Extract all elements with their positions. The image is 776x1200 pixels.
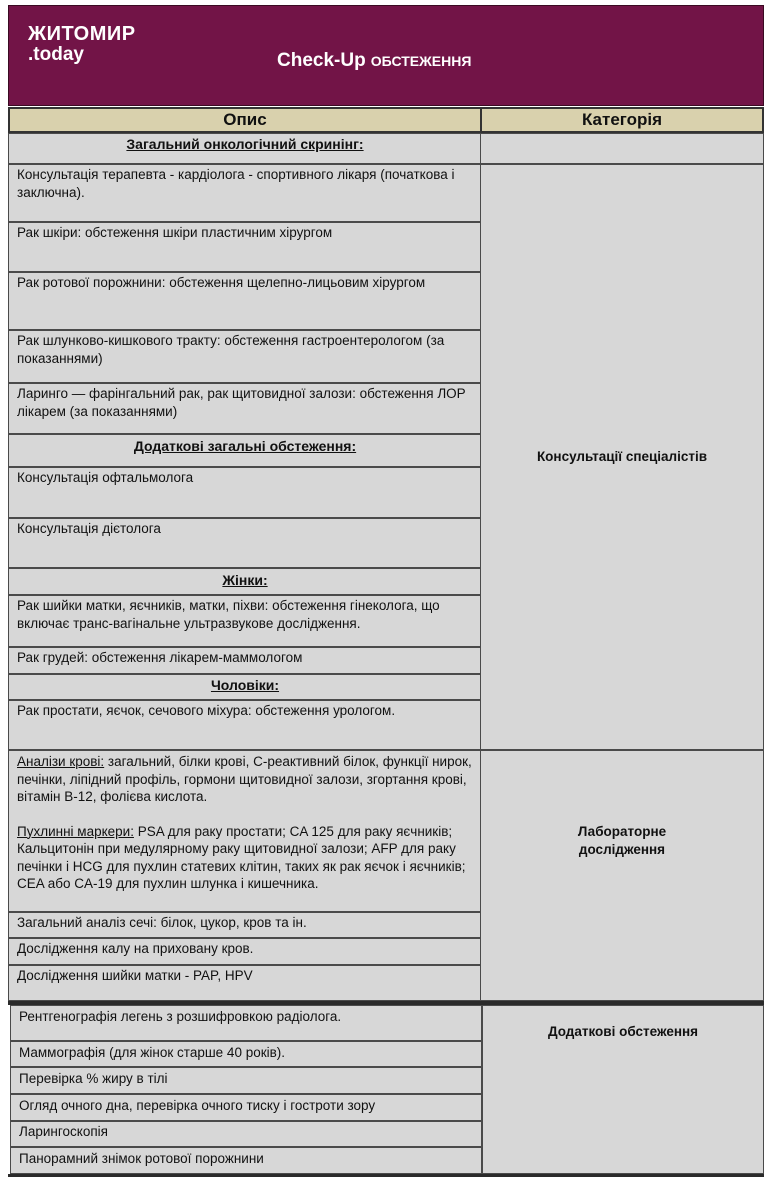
row-eye-exam: Огляд очного дна, перевірка очного тиску і гостроти зору: [10, 1094, 482, 1121]
table-bottom-border: [8, 1174, 764, 1177]
row-laryngo-cancer: Ларинго — фарінгальний рак, рак щитовидної залози: обстеження ЛОР лікарем (за показаннями): [8, 383, 482, 434]
row-lung-xray: Рентгенографія легень з розшифровкою радіолога.: [10, 1005, 482, 1041]
row-mammography: Маммографія (для жінок старше 40 років).: [10, 1041, 482, 1067]
row-body-fat: Перевірка % жиру в тілі: [10, 1067, 482, 1094]
blood-tests-label: Аналізи крові:: [17, 754, 105, 769]
category-lab-tests: Лабораторне дослідження: [480, 750, 764, 1001]
row-gi-cancer: Рак шлунково-кишкового тракту: обстеження гастроентерологом (за показаннями): [8, 330, 482, 383]
tumor-markers-label: Пухлинні маркери:: [17, 823, 134, 839]
section-oncology-screening: Загальний онкологічний скринінг:: [8, 133, 482, 164]
page-title: [277, 50, 471, 72]
row-laryngoscopy: Ларингоскопія: [10, 1121, 482, 1147]
section-men: Чоловіки:: [8, 674, 482, 700]
row-panoramic-xray: Панорамний знімок ротової порожнини: [10, 1147, 482, 1174]
row-gynecologist: Рак шийки матки, яєчників, матки, піхви: обстеження гінеколога, що включає транс-вагінальне ультразвукове дослідження.: [8, 595, 482, 647]
row-dietitian: Консультація дієтолога: [8, 518, 482, 568]
row-cervix-test: Дослідження шийки матки - PAP, HPV: [8, 965, 482, 1001]
category-empty: [480, 133, 764, 164]
logo-zhytomyr: ЖИТОМИР: [28, 23, 136, 45]
section-women: Жінки:: [8, 568, 482, 595]
row-mammologist: Рак грудей: обстеження лікарем-маммологом: [8, 647, 482, 674]
section-additional-general: Додаткові загальні обстеження:: [8, 434, 482, 467]
column-header-description: Опис: [8, 107, 482, 133]
page-header: [8, 5, 764, 106]
row-skin-cancer: Рак шкіри: обстеження шкіри пластичним хірургом: [8, 222, 482, 272]
row-oral-cancer: Рак ротової порожнини: обстеження щелепно-лицьовим хірургом: [8, 272, 482, 330]
category-additional-exams: Додаткові обстеження: [482, 1005, 764, 1174]
row-therapist-consultation: Консультація терапевта - кардіолога - спортивного лікаря (початкова і заключна).: [8, 164, 482, 222]
category-specialist-consultations: Консультації спеціалістів: [480, 164, 764, 750]
row-stool-test: Дослідження калу на приховану кров.: [8, 938, 482, 965]
spacer: [17, 806, 481, 823]
blood-tests-block: [17, 753, 481, 806]
tumor-markers-text: PSA для раку простати; CA 125 для раку яєчників; Кальцитонін при медулярному раку щитовидної залози; AFP для раку печінки і HCG для пухлин статевих клітин, таких як рак яєчок і яєчників; CEA або CA-19 для пухлин шлунка і кишечника.: [17, 823, 466, 891]
logo-today: .today: [28, 44, 84, 65]
title-main: Check-Up: [277, 50, 366, 71]
row-urine-test: Загальний аналіз сечі: білок, цукор, кров та ін.: [8, 912, 482, 938]
row-ophthalmologist: Консультація офтальмолога: [8, 467, 482, 518]
column-header-category: Категорія: [480, 107, 764, 133]
row-blood-and-tumor-tests: [8, 750, 482, 912]
tumor-markers-block: [17, 823, 481, 893]
row-urologist: Рак простати, яєчок, сечового міхура: обстеження урологом.: [8, 700, 482, 750]
blood-tests-text: загальний, білки крові, С-реактивний білок, функції нирок, печінки, ліпідний профіль, гормони щитовидної залози, згортання крові, вітамін В-12, фолієва кислота.: [17, 754, 472, 804]
title-sub: ОБСТЕЖЕННЯ: [370, 53, 472, 69]
